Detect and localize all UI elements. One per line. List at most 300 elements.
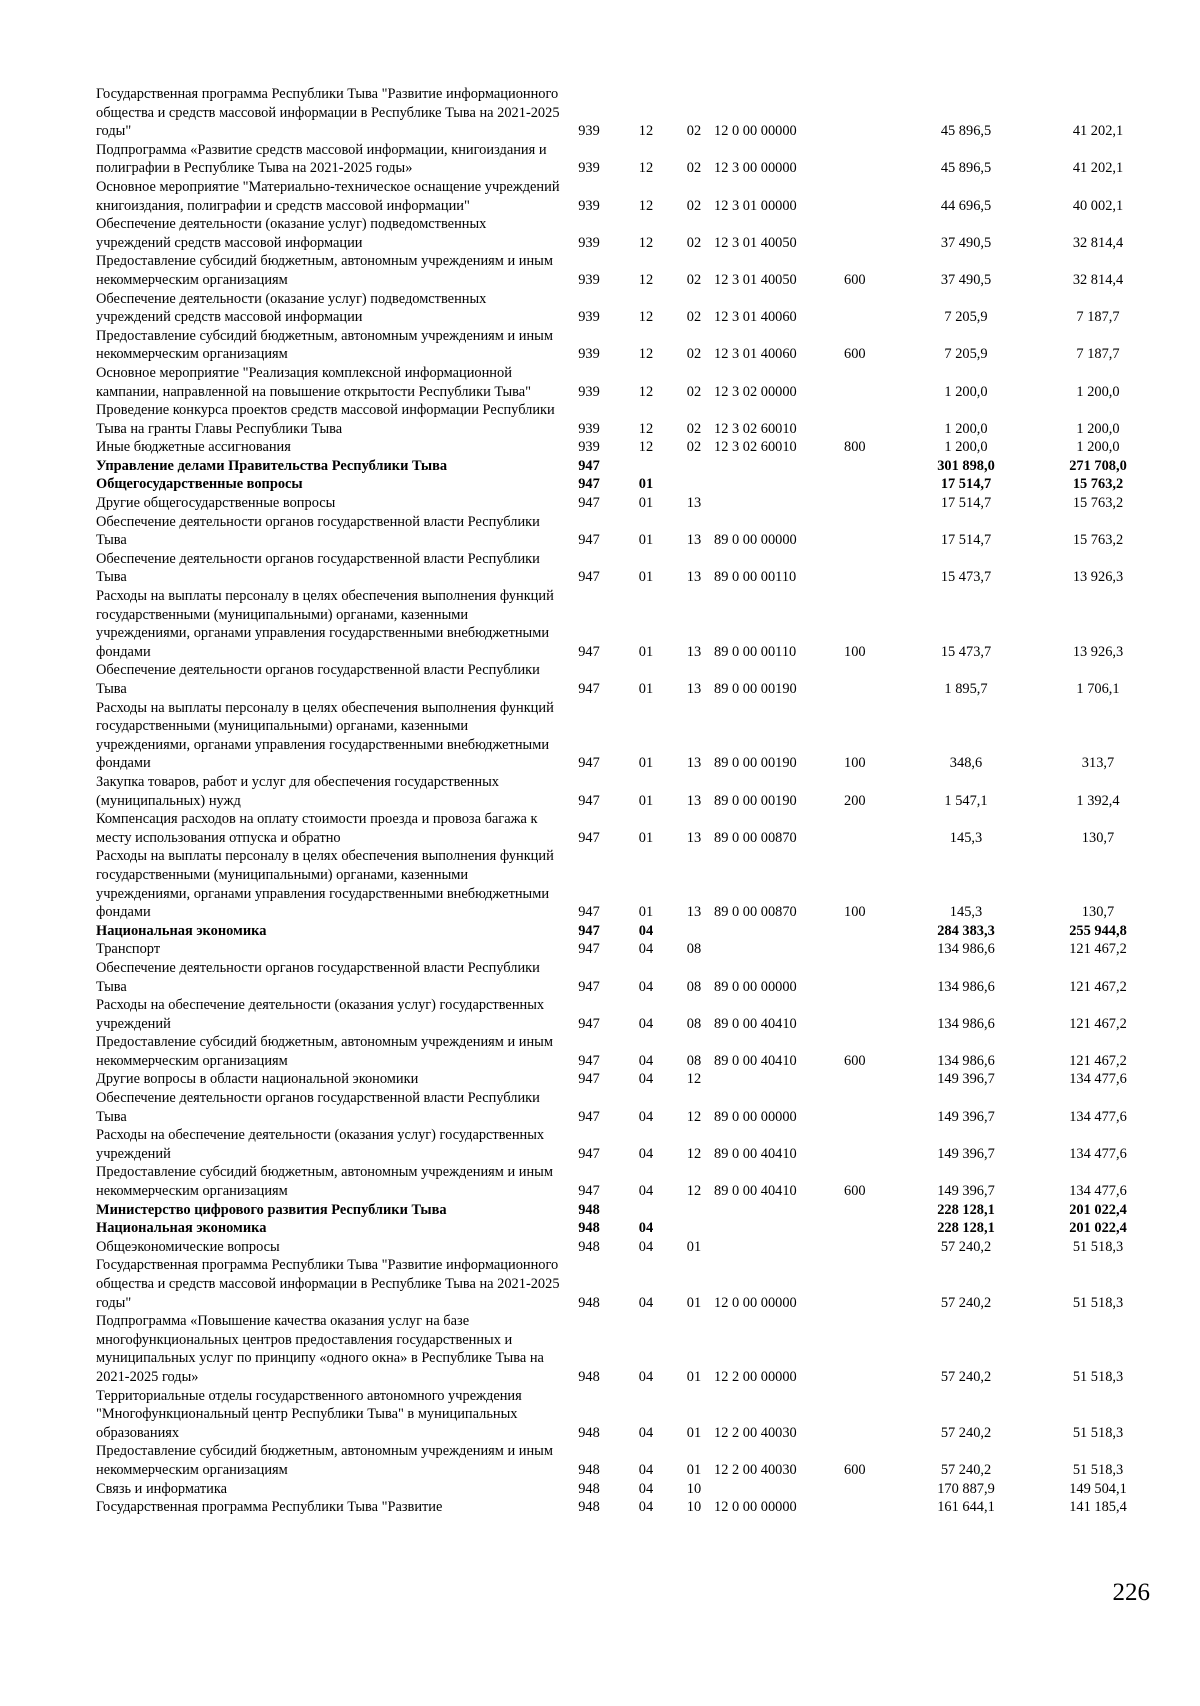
row-name: Компенсация расходов на оплату стоимости проезда и провоза багажа к месту использования отпуска и обратно: [96, 811, 538, 846]
row-section-code: 04: [638, 941, 654, 958]
row-target-article-code: [714, 1219, 844, 1238]
row-subsection-code: 02: [686, 439, 702, 456]
row-section-code: 01: [638, 681, 654, 697]
row-section-code: 04: [638, 1145, 654, 1162]
table-row: [96, 438, 1166, 457]
row-amount-2024: 1 547,1: [944, 792, 988, 809]
row-name: Проведение конкурса проектов средств массовой информации Республики Тыва на гранты Главы Республики Тыва: [96, 402, 555, 437]
row-subsection-code: 13: [686, 643, 702, 660]
row-amount-2024: 149 396,7: [937, 1183, 995, 1200]
row-target-article-code: [714, 1480, 844, 1499]
row-ministry-code: 947: [578, 755, 600, 772]
row-name: Территориальные отделы государственного автономного учреждения "Многофункциональный центр Республики Тыва" в муниципальных образованиях: [96, 1387, 522, 1441]
row-amount-2024: 17 514,7: [940, 495, 992, 512]
table-row: [96, 1126, 1166, 1163]
row-amount-2025: 1 200,0: [1076, 383, 1120, 400]
row-target-article-code: 12 0 00 00000: [714, 1499, 797, 1516]
row-expense-type-code: 100: [844, 755, 866, 772]
row-ministry-code: 939: [578, 309, 600, 326]
row-section-code: 12: [638, 346, 654, 363]
row-amount-2025: 40 002,1: [1072, 197, 1124, 214]
row-amount-2024: 134 986,6: [937, 941, 995, 958]
row-name: Обеспечение деятельности (оказание услуг) подведомственных учреждений средств массовой информации: [96, 216, 487, 251]
row-subsection-code: 02: [686, 197, 702, 214]
row-name: Закупка товаров, работ и услуг для обеспечения государственных (муниципальных) нужд: [96, 773, 499, 809]
row-amount-2024: 45 896,5: [940, 160, 992, 177]
table-row: [96, 773, 1166, 810]
table-row: [96, 699, 1166, 773]
row-name: Обеспечение деятельности органов государственной власти Республики Тыва: [96, 959, 540, 995]
row-subsection-code: 13: [686, 904, 702, 921]
row-section-code: 01: [638, 569, 654, 586]
row-amount-2025: 1 200,0: [1076, 420, 1120, 437]
row-subsection-code: 02: [686, 346, 702, 363]
row-amount-2025: 41 202,1: [1072, 160, 1124, 177]
row-amount-2025: 134 477,6: [1069, 1108, 1127, 1125]
row-target-article-code: [714, 1238, 844, 1257]
row-subsection-code: 01: [686, 1294, 702, 1311]
table-row: [96, 996, 1166, 1033]
row-subsection-code: 02: [686, 123, 702, 140]
row-target-article-code: [714, 940, 844, 959]
row-name: Государственная программа Республики Тыва "Развитие информационного общества и средств массовой информации в Республике Тыва на 2021-2025 годы": [96, 86, 560, 140]
row-name: Обеспечение деятельности органов государственной власти Республики Тыва: [96, 1090, 540, 1125]
row-amount-2024: 7 205,9: [944, 309, 988, 326]
row-amount-2025: 41 202,1: [1072, 123, 1124, 140]
table-row: [96, 85, 1166, 141]
row-amount-2025: 1 200,0: [1076, 439, 1120, 456]
table-row: [96, 1312, 1166, 1386]
row-section-code: 04: [638, 1499, 654, 1516]
row-amount-2025: 121 467,2: [1069, 1015, 1127, 1032]
row-ministry-code: 939: [578, 271, 600, 288]
row-amount-2024: 45 896,5: [940, 123, 992, 140]
row-subsection-code: 13: [686, 755, 702, 772]
row-name: Управление делами Правительства Республики Тыва: [96, 457, 448, 474]
row-target-article-code: [714, 475, 844, 494]
row-expense-type-code: [844, 1201, 902, 1220]
row-ministry-code: 948: [578, 1368, 600, 1385]
row-section-code: 04: [638, 1424, 654, 1441]
row-target-article-code: 12 3 01 00000: [714, 197, 797, 214]
row-expense-type-code: [844, 661, 902, 698]
row-subsection-code: 12: [686, 1183, 702, 1200]
row-name: Обеспечение деятельности (оказание услуг) подведомственных учреждений средств массовой информации: [96, 290, 487, 326]
row-target-article-code: 89 0 00 00870: [714, 904, 797, 921]
row-amount-2025: 134 477,6: [1069, 1071, 1127, 1088]
table-row: [96, 1387, 1166, 1443]
row-subsection-code: 12: [686, 1145, 702, 1162]
row-target-article-code: [714, 1201, 844, 1220]
row-expense-type-code: [844, 141, 902, 178]
row-expense-type-code: [844, 1219, 902, 1238]
table-row: [96, 457, 1166, 476]
table-row: [96, 494, 1166, 513]
row-amount-2025: 130,7: [1081, 829, 1115, 846]
row-amount-2024: 57 240,2: [940, 1238, 992, 1255]
row-section-code: 04: [638, 1071, 654, 1088]
table-row: [96, 215, 1166, 252]
row-target-article-code: 12 3 01 40060: [714, 346, 797, 363]
row-expense-type-code: [844, 1089, 902, 1126]
row-subsection-code: 02: [686, 160, 702, 177]
row-ministry-code: 939: [578, 439, 600, 456]
row-target-article-code: 89 0 00 40410: [714, 1052, 797, 1069]
row-ministry-code: 939: [578, 420, 600, 437]
row-target-article-code: 89 0 00 00190: [714, 755, 797, 772]
row-subsection-code: 13: [686, 829, 702, 846]
table-row: [96, 550, 1166, 587]
table-row: [96, 513, 1166, 550]
row-expense-type-code: [844, 1480, 902, 1499]
row-expense-type-code: 600: [844, 1052, 866, 1069]
row-target-article-code: 12 0 00 00000: [714, 123, 797, 140]
row-amount-2025: 313,7: [1081, 755, 1115, 772]
row-target-article-code: [714, 457, 844, 476]
row-name: Подпрограмма «Развитие средств массовой информации, книгоиздания и полиграфии в Республике Тыва на 2021-2025 годы»: [96, 141, 547, 177]
row-section-code: 01: [638, 904, 654, 921]
row-section-code: 04: [638, 1461, 654, 1478]
row-amount-2025: 15 763,2: [1072, 476, 1124, 493]
row-ministry-code: 939: [578, 234, 600, 251]
row-ministry-code: 947: [578, 1015, 600, 1032]
row-section-code: 12: [638, 420, 654, 437]
table-row: [96, 1442, 1166, 1479]
row-section-code: 04: [638, 1220, 654, 1237]
row-expense-type-code: [844, 513, 902, 550]
row-subsection-code: 02: [686, 271, 702, 288]
row-ministry-code: 947: [578, 1052, 600, 1069]
row-expense-type-code: 600: [844, 1183, 866, 1200]
table-row: [96, 364, 1166, 401]
row-amount-2024: 145,3: [949, 829, 983, 846]
table-row: [96, 252, 1166, 289]
row-ministry-code: 939: [578, 346, 600, 363]
row-target-article-code: 89 0 00 00110: [714, 569, 797, 586]
row-target-article-code: 89 0 00 00000: [714, 1108, 797, 1125]
row-ministry-code: 947: [578, 681, 600, 697]
row-section-code: 04: [638, 1368, 654, 1385]
row-name: Транспорт: [96, 941, 161, 958]
row-expense-type-code: [844, 996, 902, 1033]
row-expense-type-code: [844, 1126, 902, 1163]
table-row: [96, 810, 1166, 847]
row-name: Предоставление субсидий бюджетным, автономным учреждениям и иным некоммерческим организациям: [96, 253, 553, 288]
row-target-article-code: 12 3 02 60010: [714, 439, 797, 456]
row-amount-2024: 134 986,6: [937, 1052, 995, 1069]
row-amount-2024: 57 240,2: [940, 1461, 992, 1478]
row-subsection-code: 10: [686, 1480, 702, 1497]
row-amount-2024: 7 205,9: [944, 346, 988, 363]
row-ministry-code: 947: [578, 1071, 600, 1088]
row-target-article-code: 12 3 01 40050: [714, 234, 797, 251]
table-row: [96, 959, 1166, 996]
table-row: [96, 587, 1166, 661]
row-amount-2024: 134 986,6: [937, 978, 995, 995]
row-subsection-code: 08: [686, 941, 702, 958]
row-ministry-code: 947: [578, 792, 600, 809]
row-target-article-code: 12 3 00 00000: [714, 160, 797, 177]
row-expense-type-code: [844, 475, 902, 494]
row-amount-2025: 121 467,2: [1069, 1052, 1127, 1069]
row-amount-2025: 15 763,2: [1072, 532, 1124, 549]
row-name: Обеспечение деятельности органов государственной власти Республики Тыва: [96, 662, 540, 697]
row-expense-type-code: 800: [844, 439, 866, 456]
row-name: Расходы на обеспечение деятельности (оказания услуг) государственных учреждений: [96, 1127, 545, 1162]
row-section-code: 12: [638, 160, 654, 177]
row-subsection-code: [674, 1219, 714, 1238]
row-ministry-code: 947: [578, 643, 600, 660]
row-name: Расходы на выплаты персоналу в целях обеспечения выполнения функций государственными (муниципальными) органами, казенными учреждениями, органами управления государственными внебюджетными фондами: [96, 699, 554, 772]
row-name: Расходы на выплаты персоналу в целях обеспечения выполнения функций государственными (муниципальными) органами, казенными учреждениями, органами управления государственными внебюджетными фондами: [96, 588, 554, 660]
row-subsection-code: [674, 1201, 714, 1220]
row-target-article-code: 12 2 00 40030: [714, 1461, 797, 1478]
row-amount-2024: 149 396,7: [937, 1145, 995, 1162]
row-name: Другие вопросы в области национальной экономики: [96, 1071, 419, 1088]
row-subsection-code: 02: [686, 309, 702, 326]
row-section-code: 04: [638, 1183, 654, 1200]
row-ministry-code: 939: [578, 160, 600, 177]
row-ministry-code: 948: [578, 1201, 600, 1218]
row-target-article-code: [714, 494, 844, 513]
row-amount-2025: 13 926,3: [1072, 643, 1124, 660]
row-subsection-code: 12: [686, 1108, 702, 1125]
row-amount-2024: 44 696,5: [940, 197, 992, 214]
row-section-code: 12: [638, 439, 654, 456]
row-section-code: 12: [638, 197, 654, 214]
row-section-code: 12: [638, 123, 654, 140]
row-amount-2024: 348,6: [949, 755, 983, 772]
row-amount-2024: 134 986,6: [937, 1015, 995, 1032]
row-ministry-code: 948: [578, 1499, 600, 1516]
row-subsection-code: [674, 475, 714, 494]
row-target-article-code: 89 0 00 40410: [714, 1183, 797, 1200]
row-section-code: 12: [638, 383, 654, 400]
row-target-article-code: 89 0 00 00190: [714, 792, 797, 809]
row-target-article-code: 12 3 02 60010: [714, 420, 797, 437]
row-amount-2025: 134 477,6: [1069, 1183, 1127, 1200]
row-ministry-code: 947: [578, 532, 600, 549]
table-row: [96, 1498, 1166, 1517]
row-ministry-code: 947: [578, 457, 600, 474]
row-subsection-code: [674, 922, 714, 941]
row-amount-2024: 57 240,2: [940, 1424, 992, 1441]
row-ministry-code: 947: [578, 1145, 600, 1162]
table-row: [96, 922, 1166, 941]
row-expense-type-code: [844, 550, 902, 587]
row-amount-2025: 51 518,3: [1072, 1294, 1124, 1311]
row-name: Подпрограмма «Повышение качества оказания услуг на базе многофункциональных центров предоставления государственных и муниципальных услуг по принципу «одного окна» в Республике Тыва на 2021-2025 годы»: [96, 1313, 544, 1385]
row-amount-2024: 15 473,7: [940, 569, 992, 586]
row-subsection-code: 01: [686, 1424, 702, 1441]
table-row: [96, 1089, 1166, 1126]
row-ministry-code: 947: [578, 476, 600, 493]
row-expense-type-code: [844, 1498, 902, 1517]
row-expense-type-code: 100: [844, 643, 866, 660]
row-name: Государственная программа Республики Тыва "Развитие информационного общества и средств массовой информации в Республике Тыва на 2021-2025 годы": [96, 1257, 560, 1311]
row-subsection-code: 12: [686, 1071, 702, 1088]
row-ministry-code: 947: [578, 922, 600, 939]
row-name: Общегосударственные вопросы: [96, 476, 303, 493]
row-expense-type-code: [844, 401, 902, 438]
row-subsection-code: 02: [686, 383, 702, 400]
row-ministry-code: 947: [578, 978, 600, 995]
row-amount-2024: 228 128,1: [937, 1201, 995, 1218]
table-row: [96, 178, 1166, 215]
row-section-code: 04: [638, 922, 654, 939]
row-target-article-code: 12 3 02 00000: [714, 383, 797, 400]
row-amount-2024: 284 383,3: [937, 922, 995, 939]
row-amount-2025: 51 518,3: [1072, 1461, 1124, 1478]
row-target-article-code: 89 0 00 00110: [714, 643, 797, 660]
row-expense-type-code: 600: [844, 271, 866, 288]
table-row: [96, 1480, 1166, 1499]
row-amount-2024: 57 240,2: [940, 1294, 992, 1311]
row-name: Предоставление субсидий бюджетным, автономным учреждениям и иным некоммерческим организациям: [96, 1164, 553, 1200]
row-amount-2025: 201 022,4: [1069, 1201, 1127, 1218]
table-row: [96, 661, 1166, 698]
table-row: [96, 1070, 1166, 1089]
row-expense-type-code: [844, 290, 902, 327]
row-amount-2025: 7 187,7: [1076, 309, 1120, 326]
row-section-code: 04: [638, 978, 654, 995]
row-amount-2024: 1 895,7: [944, 681, 988, 697]
row-expense-type-code: [844, 810, 902, 847]
row-subsection-code: 01: [686, 1368, 702, 1385]
row-expense-type-code: 100: [844, 904, 866, 921]
page-number: 226: [1112, 1579, 1150, 1606]
row-amount-2024: 17 514,7: [940, 476, 992, 493]
row-amount-2025: 271 708,0: [1069, 457, 1127, 474]
row-section-code: 04: [638, 1238, 654, 1255]
row-target-article-code: [714, 922, 844, 941]
row-expense-type-code: [844, 1070, 902, 1089]
budget-table-body: [96, 85, 1166, 1517]
row-amount-2024: 145,3: [949, 904, 983, 921]
row-name: Министерство цифрового развития Республики Тыва: [96, 1201, 447, 1218]
table-row: [96, 940, 1166, 959]
row-section-code: 04: [638, 1480, 654, 1497]
row-ministry-code: 948: [578, 1238, 600, 1255]
row-amount-2025: 141 185,4: [1069, 1499, 1127, 1516]
row-amount-2025: 7 187,7: [1076, 346, 1120, 363]
row-name: Предоставление субсидий бюджетным, автономным учреждениям и иным некоммерческим организациям: [96, 327, 553, 363]
row-subsection-code: 13: [686, 495, 702, 512]
row-ministry-code: 939: [578, 123, 600, 140]
row-target-article-code: 89 0 00 00190: [714, 681, 797, 697]
row-subsection-code: 01: [686, 1461, 702, 1478]
row-name: Расходы на обеспечение деятельности (оказания услуг) государственных учреждений: [96, 997, 545, 1032]
table-row: [96, 1201, 1166, 1220]
table-row: [96, 1238, 1166, 1257]
row-subsection-code: 10: [686, 1499, 702, 1516]
row-expense-type-code: [844, 1312, 902, 1386]
row-amount-2024: 149 396,7: [937, 1071, 995, 1088]
row-ministry-code: 948: [578, 1424, 600, 1441]
row-ministry-code: 948: [578, 1220, 600, 1237]
row-amount-2025: 255 944,8: [1069, 922, 1127, 939]
row-expense-type-code: [844, 1387, 902, 1443]
row-name: Расходы на выплаты персоналу в целях обеспечения выполнения функций государственными (муниципальными) органами, казенными учреждениями, органами управления государственными внебюджетными фондами: [96, 848, 554, 921]
row-section-code: 04: [638, 1294, 654, 1311]
row-expense-type-code: [844, 940, 902, 959]
row-target-article-code: [714, 1070, 844, 1089]
row-name: Связь и информатика: [96, 1480, 228, 1497]
table-row: [96, 1256, 1166, 1312]
row-name: Предоставление субсидий бюджетным, автономным учреждениям и иным некоммерческим организациям: [96, 1034, 553, 1069]
row-amount-2025: 51 518,3: [1072, 1238, 1124, 1255]
row-amount-2024: 170 887,9: [937, 1480, 995, 1497]
row-amount-2024: 37 490,5: [940, 271, 992, 288]
row-subsection-code: 08: [686, 1052, 702, 1069]
row-target-article-code: 12 3 01 40060: [714, 309, 797, 326]
table-row: [96, 401, 1166, 438]
table-row: [96, 847, 1166, 921]
row-ministry-code: 947: [578, 829, 600, 846]
row-ministry-code: 947: [578, 1183, 600, 1200]
row-section-code: 12: [638, 234, 654, 251]
row-name: Общеэкономические вопросы: [96, 1238, 280, 1255]
table-row: [96, 1033, 1166, 1070]
row-ministry-code: 939: [578, 383, 600, 400]
row-section-code: 12: [638, 271, 654, 288]
table-row: [96, 475, 1166, 494]
row-section-code: 01: [638, 495, 654, 512]
row-subsection-code: 08: [686, 1015, 702, 1032]
row-expense-type-code: [844, 959, 902, 996]
row-ministry-code: 947: [578, 904, 600, 921]
row-amount-2024: 57 240,2: [940, 1368, 992, 1385]
row-amount-2025: 1 392,4: [1076, 792, 1120, 809]
row-ministry-code: 948: [578, 1461, 600, 1478]
row-amount-2025: 13 926,3: [1072, 569, 1124, 586]
row-target-article-code: 89 0 00 00000: [714, 532, 797, 549]
row-amount-2025: 130,7: [1081, 904, 1115, 921]
row-amount-2025: 1 706,1: [1076, 681, 1120, 697]
row-amount-2024: 1 200,0: [944, 439, 988, 456]
table-row: [96, 1219, 1166, 1238]
row-amount-2024: 1 200,0: [944, 383, 988, 400]
row-section-code: 01: [638, 476, 654, 493]
row-ministry-code: 947: [578, 941, 600, 958]
row-expense-type-code: [844, 178, 902, 215]
row-amount-2025: 51 518,3: [1072, 1368, 1124, 1385]
row-name: Другие общегосударственные вопросы: [96, 495, 336, 512]
row-expense-type-code: [844, 494, 902, 513]
row-expense-type-code: [844, 215, 902, 252]
row-expense-type-code: [844, 85, 902, 141]
row-section-code: [618, 457, 674, 476]
row-target-article-code: 89 0 00 40410: [714, 1015, 797, 1032]
row-name: Предоставление субсидий бюджетным, автономным учреждениям и иным некоммерческим организациям: [96, 1443, 553, 1478]
row-amount-2025: 51 518,3: [1072, 1424, 1124, 1441]
row-section-code: 01: [638, 532, 654, 549]
row-ministry-code: 947: [578, 1108, 600, 1125]
row-ministry-code: 948: [578, 1480, 600, 1497]
row-ministry-code: 939: [578, 197, 600, 214]
row-subsection-code: 02: [686, 420, 702, 437]
row-section-code: 04: [638, 1108, 654, 1125]
row-subsection-code: 13: [686, 681, 702, 697]
row-name: Национальная экономика: [96, 922, 267, 939]
row-expense-type-code: [844, 1256, 902, 1312]
row-expense-type-code: [844, 364, 902, 401]
row-section-code: 01: [638, 829, 654, 846]
table-row: [96, 1163, 1166, 1200]
row-name: Национальная экономика: [96, 1220, 267, 1237]
row-amount-2025: 121 467,2: [1069, 941, 1127, 958]
row-amount-2024: 228 128,1: [937, 1220, 995, 1237]
